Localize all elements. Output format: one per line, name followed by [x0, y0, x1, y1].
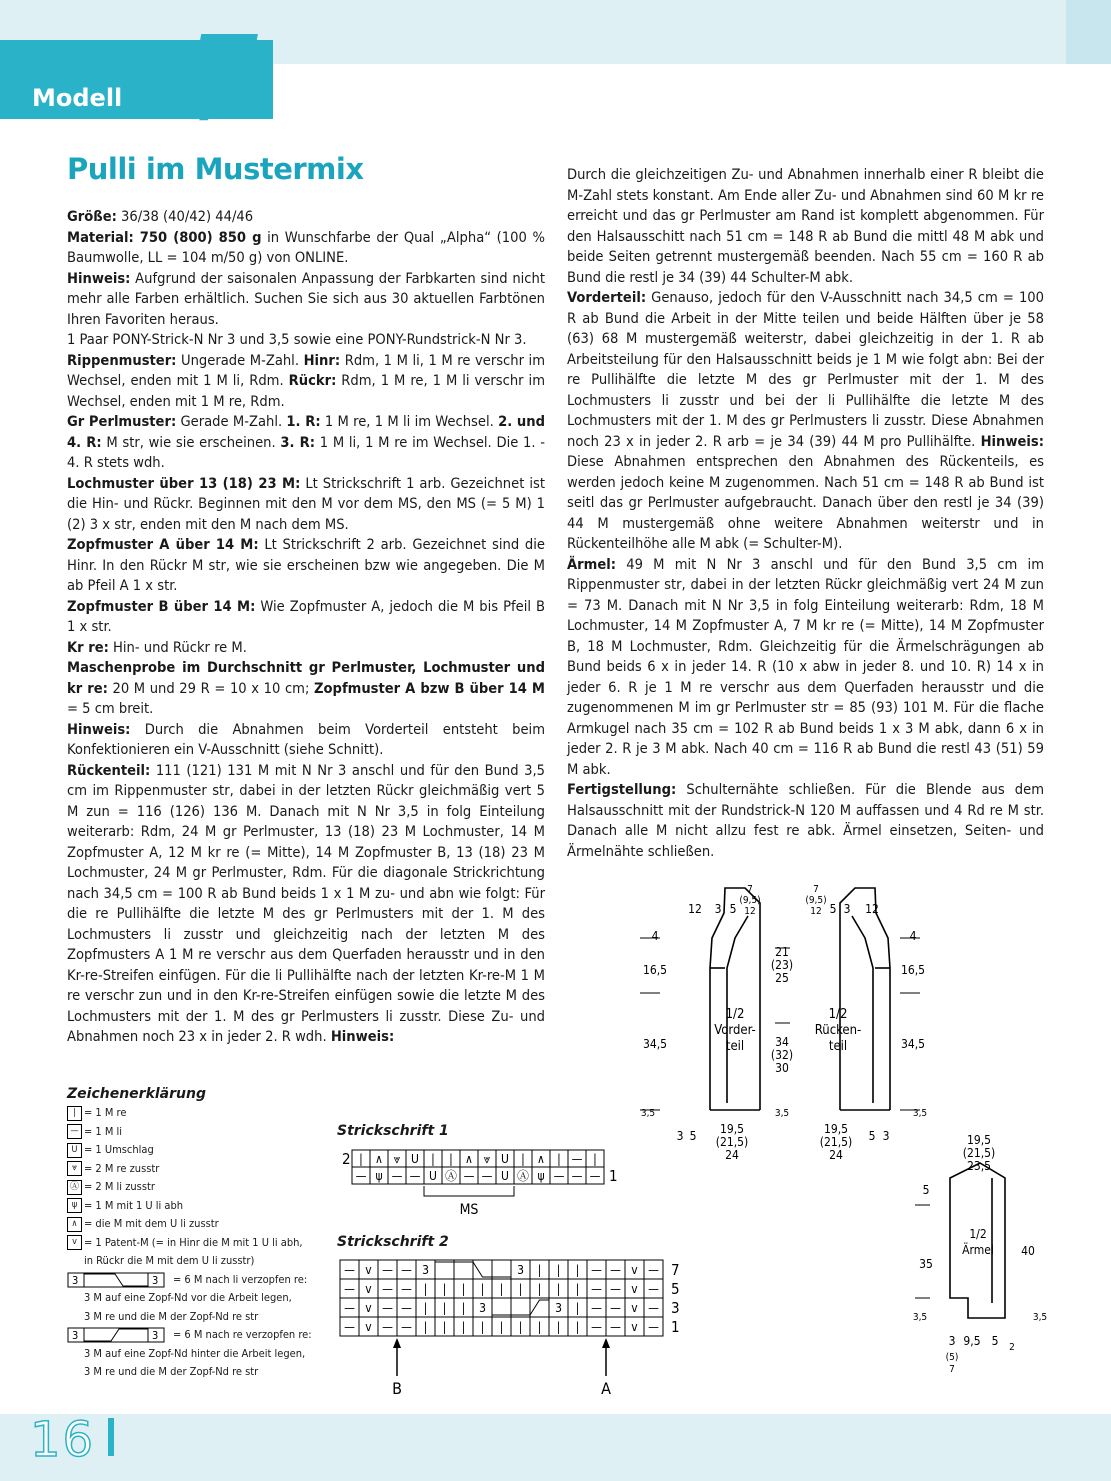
schematic-label: 5 — [689, 1129, 697, 1143]
schematic-label: 34 — [775, 1035, 789, 1049]
chart2-row-label: 1 — [671, 1318, 680, 1336]
chart2-symbol: — — [344, 1282, 355, 1296]
arrow-b-label: B — [392, 1379, 402, 1398]
chart2-symbol: — — [648, 1282, 659, 1296]
chart2-symbol: v — [631, 1320, 638, 1334]
chart2-symbol: v — [631, 1263, 638, 1277]
chart2-symbol: — — [401, 1301, 412, 1315]
top-band-accent — [1066, 0, 1111, 64]
chart2-symbol: | — [575, 1301, 580, 1315]
chart2-symbol: 3 — [479, 1301, 486, 1315]
chart1-symbol: U — [501, 1152, 509, 1166]
sleeve-piece-label: Ärmel — [962, 1243, 994, 1257]
chart1-symbol: — — [553, 1169, 565, 1183]
schematic-label: 34,5 — [900, 1037, 926, 1051]
chart2-symbol: — — [344, 1263, 355, 1277]
chart1-symbol: ⩔ — [393, 1152, 401, 1166]
cable-left-text-1: 3 M auf eine Zopf-Nd vor die Arbeit legen, — [84, 1291, 292, 1304]
cable-path-right — [492, 1300, 549, 1315]
chart2-symbol: — — [382, 1320, 393, 1334]
legend-item — [67, 1160, 327, 1179]
left-paragraph: Kr re: Hin- und Rückr re M. — [67, 638, 247, 656]
schematic-label: 2 — [1009, 1342, 1015, 1353]
chart2-symbol: | — [518, 1320, 523, 1334]
chart1-symbol: | — [449, 1152, 453, 1166]
schematic-label: 19,5 — [966, 1133, 992, 1147]
chart2-symbol: — — [591, 1263, 602, 1277]
cable-right-text-2: 3 M re und die M der Zopf-Nd re str — [84, 1365, 259, 1378]
arrow-a-head-icon — [602, 1338, 610, 1348]
schematic-label: 3,5 — [912, 1312, 928, 1323]
schematic-label: 24 — [829, 1148, 843, 1162]
cable-left-text-2: 3 M re und die M der Zopf-Nd re str — [84, 1309, 259, 1323]
legend-item-text: = 1 Umschlag — [84, 1143, 154, 1156]
right-paragraph: Durch die gleichzeitigen Zu- und Abnahmen innerhalb einer R bleibt die M-Zahl stets konstant. Am Ende aller Zu- und Abnahmen sind 60 M kr re erreicht und das gr Perlmuster am Rand ist komplett abgenommen. Für den Halsausschitt nach 51 cm = 148 R ab Bund die mittl 48 M abk und beide Seiten getrennt mustergemäß beenden. Nach 55 cm = 160 R ab Bund die restl je 34 (39) 44 Schulter-M abk. — [567, 166, 1044, 286]
chart1-symbol: ψ — [537, 1169, 545, 1183]
schematic-label: 19,5 — [719, 1122, 745, 1136]
back-piece-label: 1/2 — [828, 1007, 848, 1022]
chart2-symbol: | — [537, 1320, 542, 1334]
chart1-symbol: | — [593, 1152, 597, 1166]
chart2-symbol: | — [423, 1320, 428, 1334]
legend-items — [67, 1104, 327, 1252]
left-paragraph: Hinweis: Aufgrund der saisonalen Anpassung der Farbkarten sind nicht mehr alle Farben erhältlich. Suchen Sie sich aus 30 aktuellen Farbtönen Ihren Favoriten heraus. — [67, 269, 545, 328]
chart1-symbol: ∧ — [537, 1152, 545, 1166]
chart2-symbol: — — [382, 1282, 393, 1296]
chart2-symbol: | — [556, 1320, 561, 1334]
schematic-label: 5 — [991, 1334, 999, 1348]
chart2-symbol: | — [537, 1282, 542, 1296]
chart2-cell — [492, 1260, 511, 1279]
schematic-label: 21 — [775, 945, 789, 959]
symbol-legend — [67, 1086, 327, 1382]
schematic-label: 9,5 — [963, 1334, 981, 1348]
chart2-symbol: — — [382, 1263, 393, 1277]
schematic-label: 12 — [744, 906, 756, 917]
strickschrift-1-chart — [330, 1145, 630, 1218]
schematic-label: 3 — [714, 902, 722, 916]
front-piece-label: teil — [725, 1039, 745, 1054]
chart1-symbol: ψ — [375, 1169, 383, 1183]
chart2-symbol: — — [382, 1301, 393, 1315]
chart2-title: Strickschrift 2 — [337, 1234, 449, 1250]
legend-title: Zeichenerklärung — [67, 1086, 206, 1102]
right-paragraph: Ärmel: 49 M mit N Nr 3 anschl und für den Bund 3,5 cm im Rippenmuster str, dabei in der letzten Rückr gleichmäßig vert 24 M zun = 73 M. Danach mit N Nr 3,5 in folg Einteilung weiterarb: Rdm, 18 M Lochmuster, 14 M Zopfmuster A, 7 M kr re (= Mitte), 14 M Zopfmuster B, 18 M Lochmuster, Rdm. Gleichzeitig für die Ärmelschrägungen ab Bund beids 6 x in jeder 14. R (10 x abw in jeder 8. und 10. R) 14 x in jeder 6. R je 1 M re verschr aus dem Querfaden herausstr und die zugenommenen M im gr Perlmuster str = 85 (93) 101 M. Für die flache Armkugel nach 35 cm = 102 R ab Bund beids 1 x 3 M abk, dann 6 x in jeder 2. R je 3 M abk. Nach 40 cm = 116 R ab Bund die restl 43 (51) 59 M abk. — [567, 555, 1044, 778]
cable-left-text-0: = 6 M nach li verzopfen re: — [173, 1272, 308, 1286]
ms-bracket — [424, 1186, 514, 1196]
svg-text:3: 3 — [72, 1329, 79, 1343]
schematic-label: 3 — [676, 1129, 684, 1143]
chart2-symbol: v — [365, 1320, 372, 1334]
legend-symbol-icon: | — [67, 1106, 82, 1121]
schematic-label: 5 — [729, 902, 737, 916]
chart1-symbol: — — [481, 1169, 493, 1183]
left-paragraph: Größe: 36/38 (40/42) 44/46 — [67, 208, 254, 225]
left-paragraph: 1 Paar PONY-Strick-N Nr 3 und 3,5 sowie eine PONY-Rundstrick-N Nr 3. — [67, 331, 527, 348]
left-paragraph: Maschenprobe im Durchschnitt gr Perlmuster, Lochmuster und kr re: 20 M und 29 R = 10 x 10 cm; Zopfmuster A bzw B über 14 M = 5 cm breit. — [67, 659, 545, 717]
schematic-label: 3 — [948, 1334, 956, 1348]
back-piece-label: Rücken- — [814, 1023, 862, 1038]
schematic-label: 30 — [775, 1061, 789, 1075]
chart2-symbol: | — [575, 1263, 580, 1277]
left-paragraph: Rippenmuster: Ungerade M-Zahl. Hinr: Rdm, 1 M li, 1 M re verschr im Wechsel, enden mit 1 M li, Rdm. Rückr: Rdm, 1 M re, 1 M li verschr im Wechsel, enden mit 1 M re, Rdm. — [67, 351, 545, 410]
instructions-left-column — [67, 207, 545, 1048]
left-paragraph: Material: 750 (800) 850 g in Wunschfarbe der Qual „Alpha“ (100 % Baumwolle, LL = 104 m/50 g) von ONLINE. — [67, 228, 545, 266]
svg-text:3: 3 — [152, 1273, 159, 1287]
ms-label: MS — [459, 1202, 479, 1218]
schematic-label: 34,5 — [642, 1037, 668, 1051]
front-piece-label: Vorder- — [714, 1023, 756, 1038]
modell-label: Modell — [32, 84, 123, 112]
schematic-label: 7 — [813, 884, 819, 895]
chart2-symbol: — — [591, 1282, 602, 1296]
schematic-label: 35 — [919, 1257, 933, 1271]
legend-item-text: = 1 Patent-M (= in Hinr die M mit 1 U li abh, — [84, 1235, 303, 1249]
left-paragraph: Hinweis: Durch die Abnahmen beim Vorderteil entsteht beim Konfektionieren ein V-Ausschnitt (siehe Schnitt). — [67, 720, 545, 758]
chart1-symbol: | — [521, 1152, 525, 1166]
chart2-symbol: | — [556, 1263, 561, 1277]
legend-item — [67, 1234, 327, 1253]
cable-num: 3 — [72, 1273, 79, 1287]
legend-item-text: = 2 M re zusstr — [84, 1161, 160, 1175]
chart1-symbol: — — [589, 1169, 601, 1183]
chart2-symbol: | — [499, 1282, 504, 1296]
chart1-symbol: U — [429, 1169, 437, 1183]
chart2-symbol: — — [610, 1301, 621, 1315]
schematic-label: 3 — [843, 902, 851, 916]
chart2-cell — [492, 1298, 511, 1317]
chart2-symbol: | — [442, 1301, 447, 1315]
legend-item — [67, 1178, 327, 1197]
chart1-symbol: | — [359, 1152, 363, 1166]
chart2-symbol: — — [401, 1263, 412, 1277]
schematic-label: 3,5 — [1032, 1312, 1048, 1323]
chart2-symbol: 3 — [517, 1263, 524, 1277]
legend-item-text: = 1 M li — [84, 1124, 123, 1138]
chart2-symbol: | — [461, 1301, 466, 1315]
chart2-symbol: | — [461, 1282, 466, 1296]
schematic-label: 3,5 — [774, 1108, 790, 1119]
chart2-symbol: v — [631, 1282, 638, 1296]
cable-right-text-1: 3 M auf eine Zopf-Nd hinter die Arbeit legen, — [84, 1346, 306, 1360]
page-number: 16 — [30, 1412, 96, 1468]
schematic-label: (21,5) — [962, 1146, 996, 1160]
chart2-symbol: v — [365, 1301, 372, 1315]
chart2-symbol: | — [480, 1320, 485, 1334]
legend-item — [67, 1104, 327, 1123]
schematic-label: 5 — [922, 1183, 930, 1197]
legend-item — [67, 1141, 327, 1160]
chart2-symbol: | — [556, 1282, 561, 1296]
legend-item-text: = 1 M re — [84, 1106, 127, 1119]
front-piece-label: 1/2 — [725, 1007, 745, 1022]
schematic-label: (9,5) — [739, 895, 761, 906]
chart2-row-label: 5 — [671, 1280, 680, 1298]
schematic-label: 7 — [747, 884, 753, 895]
chart2-symbol: — — [610, 1263, 621, 1277]
schematic-label: 5 — [829, 902, 837, 916]
legend-symbol-icon: ψ — [67, 1198, 82, 1213]
chart1-row-label: 2 — [342, 1150, 351, 1168]
chart2-symbol: v — [365, 1263, 372, 1277]
schematic-label: 23,5 — [966, 1159, 992, 1173]
pattern-schematic — [630, 878, 1100, 1378]
page-title: Pulli im Mustermix — [67, 152, 364, 186]
sleeve-piece-label: 1/2 — [969, 1227, 987, 1241]
chart2-symbol: — — [610, 1320, 621, 1334]
chart2-symbol: v — [365, 1282, 372, 1296]
schematic-label: (32) — [770, 1048, 794, 1062]
chart2-symbol: — — [401, 1282, 412, 1296]
chart1-symbol: — — [355, 1169, 367, 1183]
chart2-symbol: | — [537, 1263, 542, 1277]
chart2-symbol: — — [648, 1301, 659, 1315]
chart2-symbol: v — [631, 1301, 638, 1315]
schematic-label: (5) — [945, 1352, 959, 1363]
chart2-symbol: — — [648, 1263, 659, 1277]
chart2-symbol: — — [648, 1320, 659, 1334]
schematic-label: 19,5 — [823, 1122, 849, 1136]
left-paragraph: Zopfmuster B über 14 M: Wie Zopfmuster A, jedoch die M bis Pfeil B 1 x str. — [67, 597, 545, 635]
legend-symbol-icon: v — [67, 1235, 82, 1250]
chart2-symbol: | — [575, 1320, 580, 1334]
chart2-symbol: | — [423, 1282, 428, 1296]
legend-symbol-icon: ⩔ — [67, 1161, 82, 1176]
schematic-label: 12 — [865, 902, 879, 916]
chart2-cell — [454, 1260, 473, 1279]
chart2-cell — [511, 1298, 530, 1317]
chart1-symbol: U — [411, 1152, 419, 1166]
chart2-cell — [435, 1260, 454, 1279]
schematic-label: (23) — [770, 958, 794, 972]
schematic-label: 3,5 — [912, 1108, 928, 1119]
footer-band — [0, 1414, 1111, 1481]
modell-number: 7 — [183, 10, 259, 148]
legend-item — [67, 1215, 327, 1234]
chart2-symbol: | — [442, 1282, 447, 1296]
chart2-symbol: — — [344, 1301, 355, 1315]
chart1-symbol: — — [409, 1169, 421, 1183]
left-paragraph: Zopfmuster A über 14 M: Lt Strickschrift 2 arb. Gezeichnet sind die Hinr. In den Rückr M str, wie sie erscheinen bzw wie angegeben. Die M ab Pfeil A 1 x str. — [67, 536, 545, 594]
chart1-symbol: | — [431, 1152, 435, 1166]
chart2-symbol: — — [401, 1320, 412, 1334]
schematic-label: 4 — [909, 929, 917, 943]
schematic-label: 5 — [868, 1129, 876, 1143]
chart2-symbol: 3 — [422, 1263, 429, 1277]
legend-symbol-icon: Ⓐ — [67, 1180, 82, 1195]
cable-right-text-0: = 6 M nach re verzopfen re: — [173, 1328, 312, 1341]
chart1-row-label: 1 — [609, 1167, 618, 1185]
chart2-symbol: 3 — [555, 1301, 562, 1315]
chart2-symbol: — — [610, 1282, 621, 1296]
page-number-bar — [108, 1418, 114, 1456]
schematic-label: 16,5 — [900, 963, 926, 977]
chart2-symbol: | — [480, 1282, 485, 1296]
arrow-b-head-icon — [393, 1338, 401, 1348]
chart2-row-label: 7 — [671, 1261, 680, 1279]
schematic-label: 3 — [882, 1129, 890, 1143]
chart2-symbol: | — [442, 1320, 447, 1334]
left-paragraph: Gr Perlmuster: Gerade M-Zahl. 1. R: 1 M re, 1 M li im Wechsel. 2. und 4. R: M str, wie sie erscheinen. 3. R: 1 M li, 1 M re im Wechsel. Die 1. - 4. R stets wdh. — [67, 413, 546, 471]
schematic-label: 3,5 — [640, 1108, 656, 1119]
legend-item-text: = 1 M mit 1 U li abh — [84, 1198, 184, 1212]
arrow-a-label: A — [601, 1379, 611, 1398]
legend-item — [67, 1197, 327, 1216]
chart2-symbol: | — [461, 1320, 466, 1334]
right-paragraph: Fertigstellung: Schulternähte schließen. Für die Blende aus dem Halsausschnitt mit der Rundstrick-N 120 M auffassen und 4 Rd re M str. Danach alle M nicht allzu fest re abk. Ärmel einsetzen, Seiten- und Ärmelnähte schließen. — [567, 781, 1044, 860]
legend-symbol-icon: — — [67, 1124, 82, 1139]
cable-right-icon — [67, 1327, 167, 1343]
schematic-label: 12 — [688, 902, 702, 916]
chart2-row-label: 3 — [671, 1299, 680, 1317]
schematic-label: 7 — [949, 1364, 955, 1375]
legend-patent-cont: in Rückr die M mit dem U li zusstr) — [84, 1254, 255, 1267]
chart2-symbol: | — [518, 1282, 523, 1296]
left-paragraph: Rückenteil: 111 (121) 131 M mit N Nr 3 anschl und für den Bund 3,5 cm im Rippenmuster str, dabei in der letzten Rückr gleichmäßig vert 5 M zun = 116 (126) 136 M. Danach mit N Nr 3,5 in folg Einteilung weiterarb: Rdm, 24 M gr Perlmuster, 13 (18) 23 M Lochmuster, 14 M Zopfmuster A, 12 M kr re (= Mitte), 14 M Zopfmuster B, 13 (18) 23 M Lochmuster, 24 M gr Perlmuster, Rdm. Für die diagonale Strickrichtung nach 34,5 cm = 100 R ab Bund beids 1 x 1 M zu- und abn wie folgt: Für die re Pullihälfte die letzte M des gr Perlmusters mit der 1. M des Lochmusters li zusstr und gleichzeitig nach der letzten M des Zopfmusters A 1 M re verschr aus dem Querfaden herausstr und in den Kr-re-Streifen einfügen. Für die li Pullihälfte nach der letzten Kr-re-M 1 M re verschr zun und in den Kr-re-Streifen einfügen sowie die letzte M des Lochmusters mit der 1. M des gr Perlmusters li zusstr. Diese Zu- und Abnahmen noch 23 x in jeder 2. R wdh. Hinweis: — [67, 761, 545, 1045]
chart1-symbol: U — [501, 1169, 509, 1183]
chart1-symbol: — — [571, 1152, 583, 1166]
legend-cable-left — [67, 1271, 327, 1290]
chart2-symbol: — — [344, 1320, 355, 1334]
chart1-symbol: | — [557, 1152, 561, 1166]
chart2-symbol: | — [423, 1301, 428, 1315]
legend-item-text: = die M mit dem U li zusstr — [84, 1217, 219, 1230]
chart1-symbol: ∧ — [375, 1152, 383, 1166]
schematic-label: (9,5) — [805, 895, 827, 906]
right-paragraph: Vorderteil: Genauso, jedoch für den V-Ausschnitt nach 34,5 cm = 100 R ab Bund die Arbeit in der Mitte teilen und beide Hälften über je 58 (63) 68 M mustergemäß weiterstr, dabei gleichzeitig in der 1. R ab Arbeitsteilung für den Halsausschnitt beids je 1 M wie folgt abn: Bei der re Pullihälfte die letzte M des gr Perlmuster mit der 1. M des Lochmusters li zusstr und bei der li Pullihälfte die letzte M des Lochmusters mit der 1. M des gr Perlmusters li zusstr. Diese Abnahmen noch 23 x in jeder 2. R arb = je 34 (39) 44 M pro Pullihälfte. Hinweis: Diese Abnahmen entsprechen den Abnahmen des Rückenteils, es werden jedoch keine M zugenommen. Nach 51 cm = 148 R ab Bund ist seitl das gr Perlmuster aufgebraucht. Danach über den restl je 34 (39) 44 M mustergemäß ohne weitere Abnahmen weiterstr und in Rückenteilhöhe alle M abk (= Schulter-M). — [567, 289, 1044, 552]
chart1-symbol: — — [463, 1169, 475, 1183]
schematic-label: 24 — [725, 1148, 739, 1162]
chart2-symbol: | — [575, 1282, 580, 1296]
schematic-label: 40 — [1021, 1244, 1035, 1258]
legend-cable-right — [67, 1326, 327, 1345]
legend-symbol-icon: U — [67, 1143, 82, 1158]
chart2-symbol: | — [499, 1320, 504, 1334]
chart1-symbol: — — [391, 1169, 403, 1183]
chart1-symbol: Ⓐ — [444, 1169, 458, 1183]
schematic-label: 16,5 — [642, 963, 668, 977]
schematic-label: (21,5) — [819, 1135, 853, 1149]
schematic-label: (21,5) — [715, 1135, 749, 1149]
left-paragraph: Lochmuster über 13 (18) 23 M: Lt Strickschrift 1 arb. Gezeichnet ist die Hin- und Rückr. Beginnen mit den M vor dem MS, den MS (= 5 M) 1 (2) 3 x str, enden mit den M nach dem MS. — [67, 474, 545, 533]
chart1-symbol: — — [571, 1169, 583, 1183]
chart2-symbol: — — [591, 1301, 602, 1315]
svg-text:3: 3 — [152, 1329, 159, 1343]
chart1-symbol: ∧ — [465, 1152, 473, 1166]
cable-left-icon — [67, 1272, 167, 1288]
schematic-label: 12 — [810, 906, 822, 917]
chart1-symbol: ⩔ — [483, 1152, 491, 1166]
schematic-label: 25 — [775, 971, 789, 985]
schematic-label: 4 — [651, 929, 659, 943]
instructions-right-column — [567, 165, 1044, 862]
back-piece-label: teil — [828, 1039, 848, 1054]
chart1-title: Strickschrift 1 — [337, 1123, 449, 1139]
legend-symbol-icon: ∧ — [67, 1217, 82, 1232]
legend-item — [67, 1123, 327, 1142]
chart1-symbol: Ⓐ — [516, 1169, 530, 1183]
chart2-symbol: — — [591, 1320, 602, 1334]
legend-item-text: = 2 M li zusstr — [84, 1180, 155, 1193]
